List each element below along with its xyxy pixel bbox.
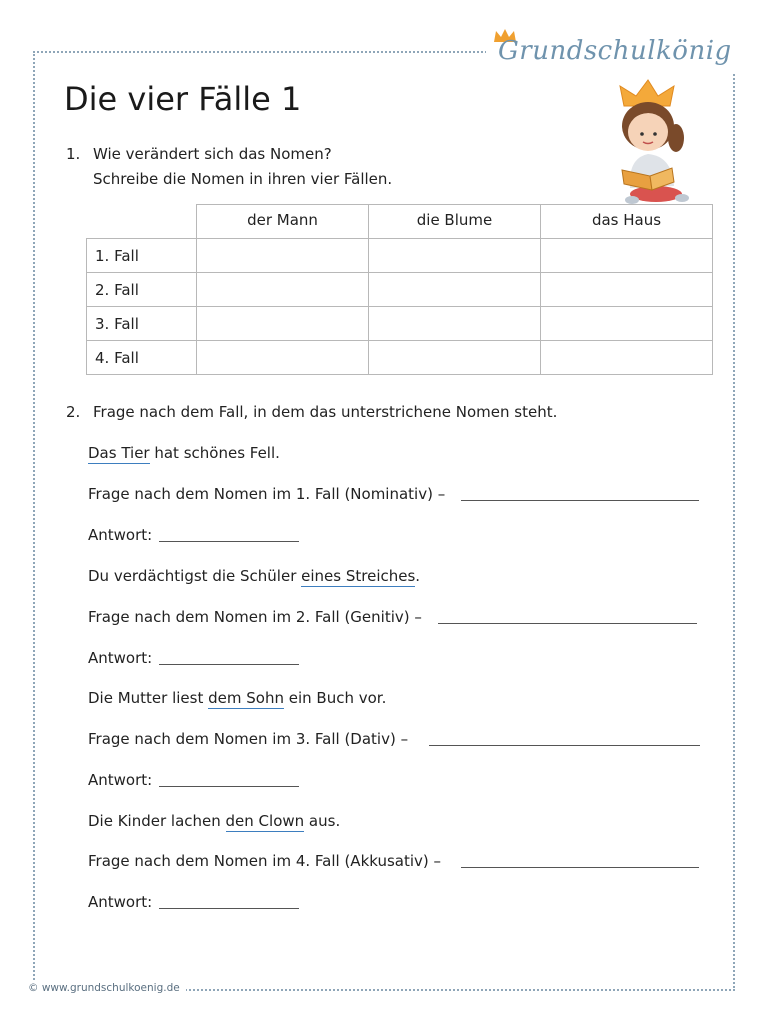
answer-cell[interactable] bbox=[541, 273, 713, 307]
answer-line[interactable] bbox=[159, 664, 299, 665]
question-prompt: Frage nach dem Nomen im 4. Fall (Akkusativ) – bbox=[88, 852, 442, 870]
table-row bbox=[87, 239, 713, 273]
answer-cell[interactable] bbox=[369, 273, 541, 307]
row-label: 1. Fall bbox=[87, 239, 197, 273]
page-title: Die vier Fälle 1 bbox=[64, 80, 302, 118]
answer-cell[interactable] bbox=[369, 341, 541, 375]
underlined-noun: dem Sohn bbox=[208, 689, 284, 707]
answer-cell[interactable] bbox=[541, 341, 713, 375]
example-sentence: Das Tier hat schönes Fell. bbox=[88, 444, 280, 462]
task2-number: 2. bbox=[66, 403, 81, 421]
row-label: 3. Fall bbox=[87, 307, 197, 341]
underlined-noun: eines Streiches bbox=[301, 567, 416, 585]
question-answer-line[interactable] bbox=[429, 745, 700, 746]
reading-girl-illustration bbox=[612, 78, 702, 208]
answer-line[interactable] bbox=[159, 786, 299, 787]
column-header: die Blume bbox=[369, 205, 541, 239]
answer-cell[interactable] bbox=[197, 273, 369, 307]
answer-label: Antwort: bbox=[88, 771, 153, 789]
question-answer-line[interactable] bbox=[438, 623, 697, 624]
brand-logo bbox=[486, 28, 748, 72]
footer-copyright: © www.grundschulkoenig.de bbox=[28, 982, 186, 1000]
cases-table bbox=[86, 204, 713, 375]
task1-line2: Schreibe die Nomen in ihren vier Fällen. bbox=[93, 170, 393, 188]
answer-line[interactable] bbox=[159, 541, 299, 542]
table-row bbox=[87, 341, 713, 375]
question-prompt: Frage nach dem Nomen im 2. Fall (Genitiv) – bbox=[88, 608, 422, 626]
table-row bbox=[87, 273, 713, 307]
task2-instruction: Frage nach dem Fall, in dem das unterstrichene Nomen steht. bbox=[93, 403, 558, 421]
question-answer-line[interactable] bbox=[461, 867, 699, 868]
answer-cell[interactable] bbox=[197, 341, 369, 375]
column-header: der Mann bbox=[197, 205, 369, 239]
answer-cell[interactable] bbox=[541, 239, 713, 273]
example-sentence: Die Mutter liest dem Sohn ein Buch vor. bbox=[88, 689, 387, 707]
underlined-noun: Das Tier bbox=[88, 444, 150, 462]
row-label: 2. Fall bbox=[87, 273, 197, 307]
question-prompt: Frage nach dem Nomen im 3. Fall (Dativ) – bbox=[88, 730, 409, 748]
task1-line1: Wie verändert sich das Nomen? bbox=[93, 145, 332, 163]
table-corner-cell bbox=[87, 205, 197, 239]
question-prompt: Frage nach dem Nomen im 1. Fall (Nominativ) – bbox=[88, 485, 446, 503]
answer-label: Antwort: bbox=[88, 526, 153, 544]
answer-cell[interactable] bbox=[197, 307, 369, 341]
answer-cell[interactable] bbox=[369, 239, 541, 273]
table-header-row bbox=[87, 205, 713, 239]
column-header: das Haus bbox=[541, 205, 713, 239]
answer-label: Antwort: bbox=[88, 893, 153, 911]
example-sentence: Die Kinder lachen den Clown aus. bbox=[88, 812, 341, 830]
answer-cell[interactable] bbox=[197, 239, 369, 273]
task1-number: 1. bbox=[66, 145, 81, 163]
brand-name: Grundschulkönig bbox=[498, 36, 732, 66]
answer-cell[interactable] bbox=[541, 307, 713, 341]
table-row bbox=[87, 307, 713, 341]
answer-label: Antwort: bbox=[88, 649, 153, 667]
example-sentence: Du verdächtigst die Schüler eines Streiches. bbox=[88, 567, 421, 585]
answer-line[interactable] bbox=[159, 908, 299, 909]
question-answer-line[interactable] bbox=[461, 500, 699, 501]
answer-cell[interactable] bbox=[369, 307, 541, 341]
underlined-noun: den Clown bbox=[225, 812, 305, 830]
row-label: 4. Fall bbox=[87, 341, 197, 375]
